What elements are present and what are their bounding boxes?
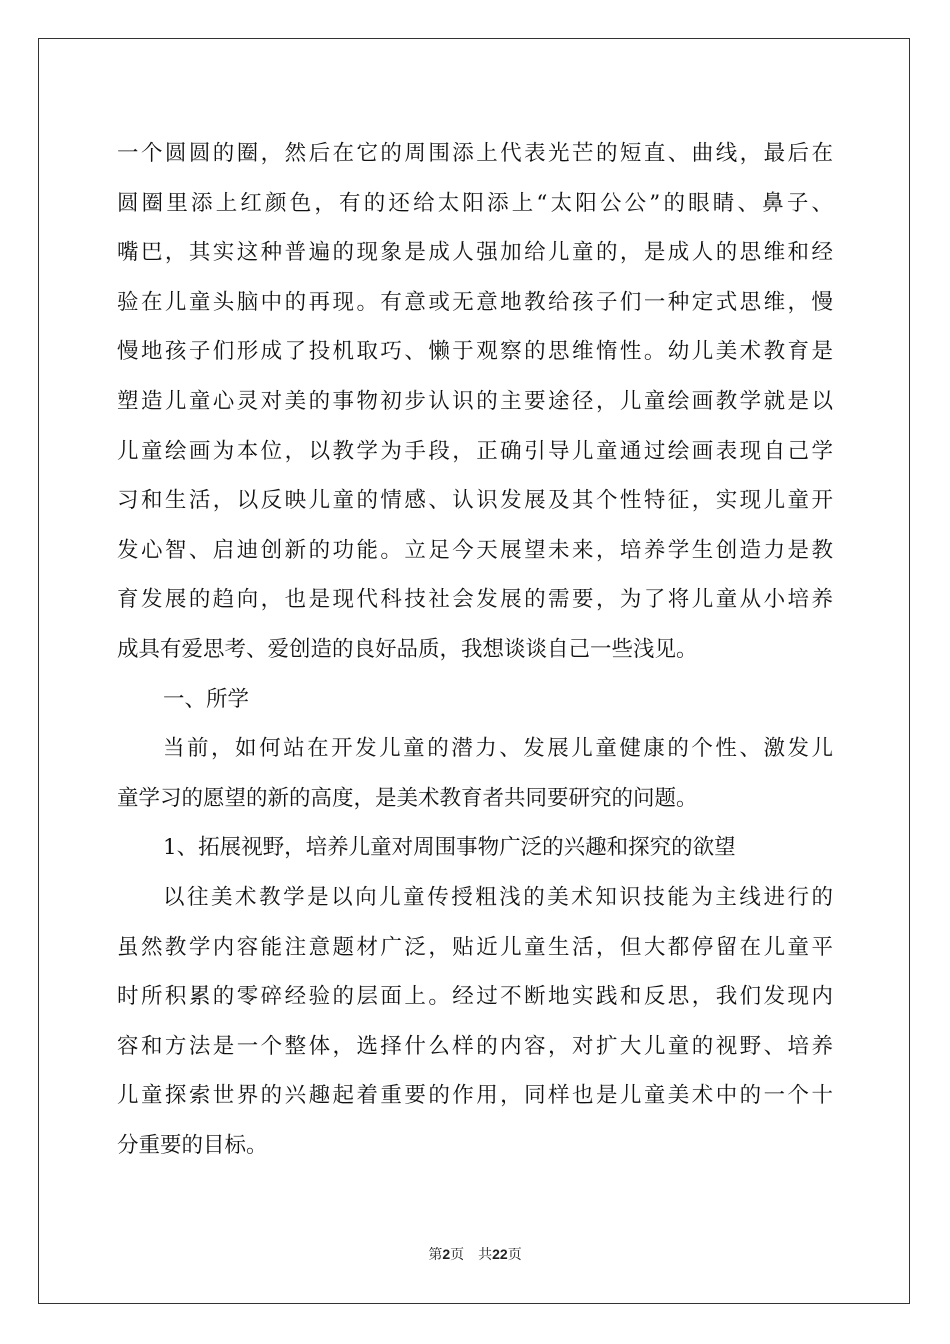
paragraph-line: 分重要的目标。 (117, 1132, 268, 1158)
paragraph-line: 成具有爱思考、爱创造的良好品质，我想谈谈自己一些浅见。 (117, 636, 698, 662)
total-suffix: 页 (507, 1247, 522, 1263)
paragraph-line: 圆圈里添上红颜色，有的还给太阳添上“太阳公公”的眼睛、鼻子、 (117, 190, 833, 216)
paragraph-line: 一个圆圆的圈，然后在它的周围添上代表光芒的短直、曲线，最后在 (117, 141, 833, 166)
subsection-heading: 1、拓展视野，培养儿童对周围事物广泛的兴趣和探究的欲望 (163, 835, 736, 861)
paragraph-line: 习和生活，以反映儿童的情感、认识发展及其个性特征，实现儿童开 (117, 488, 833, 514)
page-number: 2 (442, 1246, 451, 1262)
paragraph-line: 儿童探索世界的兴趣起着重要的作用，同样也是儿童美术中的一个十 (117, 1083, 833, 1109)
paragraph-line: 发心智、启迪创新的功能。立足今天展望未来，培养学生创造力是教 (117, 537, 833, 563)
paragraph-line: 儿童绘画为本位，以教学为手段，正确引导儿童通过绘画表现自己学 (117, 438, 833, 464)
paragraph-line: 以往美术教学是以向儿童传授粗浅的美术知识技能为主线进行的 (163, 884, 833, 910)
paragraph-line: 容和方法是一个整体，选择什么样的内容，对扩大儿童的视野、培养 (117, 1033, 833, 1059)
paragraph-line: 塑造儿童心灵对美的事物初步认识的主要途径，儿童绘画教学就是以 (117, 388, 833, 414)
paragraph-line: 嘴巴，其实这种普遍的现象是成人强加给儿童的，是成人的思维和经 (117, 240, 833, 266)
paragraph-line: 育发展的趋向，也是现代科技社会发展的需要，为了将儿童从小培养 (117, 587, 833, 613)
document-body (117, 129, 833, 1170)
page-suffix: 页 (450, 1247, 465, 1263)
section-heading: 一、所学 (163, 686, 250, 712)
paragraph-line: 慢地孩子们形成了投机取巧、懒于观察的思维惰性。幼儿美术教育是 (117, 339, 833, 365)
paragraph-line: 虽然教学内容能注意题材广泛，贴近儿童生活，但大都停留在儿童平 (117, 934, 833, 960)
paragraph-line: 验在儿童头脑中的再现。有意或无意地教给孩子们一种定式思维，慢 (117, 289, 833, 315)
paragraph-line: 时所积累的零碎经验的层面上。经过不断地实践和反思，我们发现内 (117, 984, 833, 1010)
page-prefix: 第 (428, 1247, 443, 1263)
paragraph-line: 当前，如何站在开发儿童的潜力、发展儿童健康的个性、激发儿 (163, 736, 833, 762)
total-prefix: 共 (478, 1247, 493, 1263)
paragraph-line: 童学习的愿望的新的高度，是美术教育者共同要研究的问题。 (117, 785, 698, 811)
page-footer (0, 1244, 950, 1264)
total-pages: 22 (492, 1246, 508, 1262)
